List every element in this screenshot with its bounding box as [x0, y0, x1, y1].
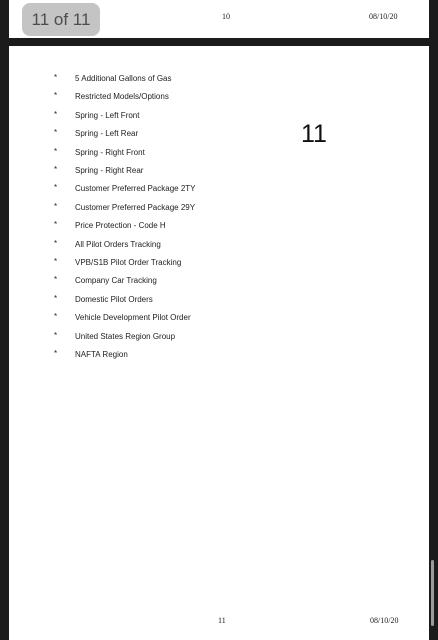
- bullet-mark: *: [54, 257, 58, 266]
- list-item-label: Spring - Left Front: [75, 110, 140, 120]
- bullet-mark: *: [54, 275, 58, 285]
- page-counter-badge: 11 of 11: [22, 3, 100, 36]
- list-item-label: Customer Preferred Package 29Y: [75, 202, 196, 212]
- bullet-mark: *: [54, 330, 58, 340]
- list-item: [9, 239, 309, 251]
- list-item: [9, 331, 309, 343]
- list-item-label: Vehicle Development Pilot Order: [75, 313, 191, 323]
- bullet-mark: *: [54, 165, 58, 174]
- vertical-scrollbar[interactable]: [431, 560, 434, 626]
- previous-page-number: 10: [222, 12, 230, 21]
- bullet-mark: *: [54, 293, 58, 303]
- list-item-label: Spring - Left Rear: [75, 129, 139, 139]
- previous-page-date: 08/10/20: [369, 12, 398, 21]
- bullet-mark: *: [54, 109, 58, 119]
- list-item: [9, 91, 309, 103]
- bullet-mark: *: [54, 201, 58, 211]
- bullet-mark: *: [54, 91, 58, 101]
- list-item: [9, 294, 309, 306]
- list-item: [9, 128, 309, 140]
- list-item: [9, 220, 309, 232]
- bullet-mark: *: [54, 238, 58, 248]
- list-item-label: Spring - Right Front: [75, 147, 145, 157]
- list-item-label: Domestic Pilot Orders: [75, 294, 153, 304]
- current-page: [9, 46, 429, 640]
- list-item-label: All Pilot Orders Tracking: [75, 239, 161, 249]
- list-item: [9, 202, 309, 214]
- bullet-mark: *: [54, 73, 58, 82]
- list-item: [9, 312, 309, 324]
- list-item: [9, 165, 309, 177]
- footer-date: 08/10/20: [370, 616, 399, 625]
- list-item-label: Company Car Tracking: [75, 276, 157, 286]
- list-item-label: Price Protection - Code H: [75, 221, 166, 231]
- list-item-label: Restricted Models/Options: [75, 92, 169, 102]
- bullet-mark: *: [54, 349, 58, 358]
- list-item: [9, 349, 309, 361]
- list-item-label: NAFTA Region: [75, 350, 128, 359]
- list-item: [9, 110, 309, 122]
- list-item-label: Customer Preferred Package 2TY: [75, 184, 196, 194]
- list-item-label: United States Region Group: [75, 331, 176, 341]
- list-item-label: Spring - Right Rear: [75, 166, 144, 175]
- footer-page-number: 11: [218, 616, 226, 625]
- list-item-label: 5 Additional Gallons of Gas: [75, 74, 172, 83]
- bullet-mark: *: [54, 183, 58, 193]
- list-item: [9, 183, 309, 195]
- list-item: [9, 257, 309, 269]
- bullet-mark: *: [54, 128, 58, 138]
- list-item-label: VPB/S1B Pilot Order Tracking: [75, 258, 182, 267]
- bullet-mark: *: [54, 312, 58, 322]
- list-item: [9, 275, 309, 287]
- list-item: [9, 147, 309, 159]
- list-item: [9, 73, 309, 85]
- bullet-mark: *: [54, 220, 58, 230]
- page-big-number: 11: [301, 120, 327, 148]
- bullet-mark: *: [54, 146, 58, 156]
